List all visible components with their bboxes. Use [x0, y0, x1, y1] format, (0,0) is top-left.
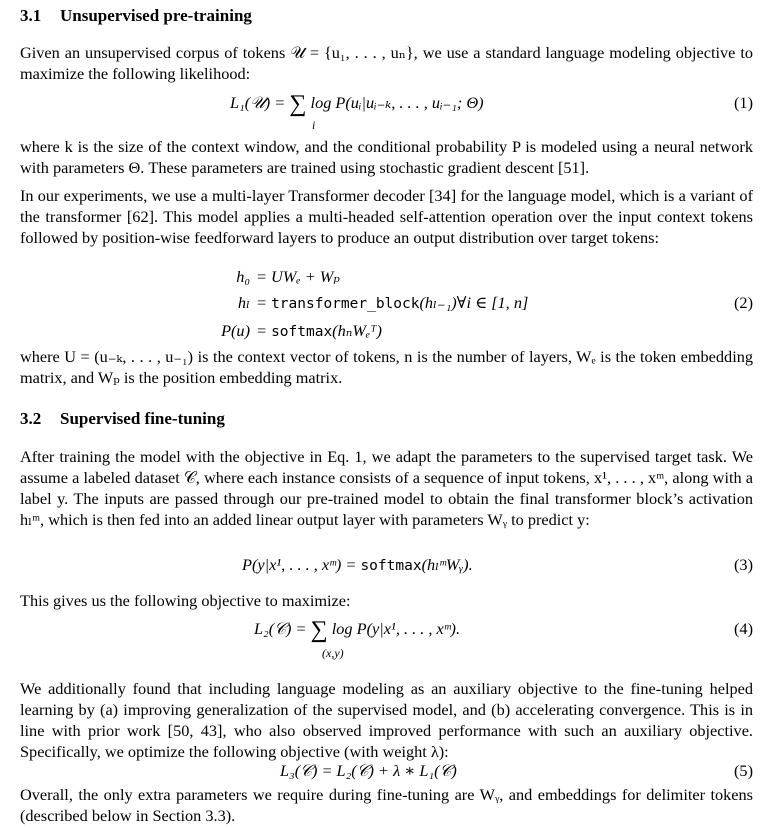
paragraph-transformer-decoder: In our experiments, we use a multi-layer Transformer decoder [34] for the language model, which is a variant of the transformer [62]. This model applies a multi-headed self-attention operation over the input context tokens followed by position-wise feedforward layers to produce an output distribution over target tokens: [20, 186, 753, 247]
equation-3 [20, 554, 753, 576]
equation-1 [20, 91, 753, 132]
eq2-h0: h₀ [236, 267, 250, 286]
eq1-lhs: L₁(𝒰) = [230, 93, 286, 112]
eq4-lhs: L₂(𝒞) = [254, 619, 307, 638]
eq2-line3-args: (hₙWₑᵀ) [332, 321, 382, 340]
eq2-equals-3: = [256, 321, 272, 340]
equation-number-5: (5) [734, 761, 753, 780]
eq3-rhs: (hₗᵐWᵧ). [421, 555, 473, 574]
section-title: Supervised fine-tuning [60, 409, 225, 428]
equation-5 [20, 760, 753, 782]
equation-number-3: (3) [734, 555, 753, 574]
summation-symbol: ∑ [310, 617, 328, 643]
equation-number-4: (4) [734, 619, 753, 638]
eq2-line1-rhs: = UWₑ + Wₚ [256, 267, 340, 286]
equation-2-line-3 [20, 320, 753, 342]
eq2-hl: hₗ [237, 293, 250, 312]
eq4-sum-index: (x,y) [322, 646, 344, 660]
section-title: Unsupervised pre-training [60, 6, 252, 25]
eq1-sum-index: i [312, 118, 316, 132]
paragraph-context-window: where k is the size of the context window, and the conditional probability P is modeled using a neural network with parameters Θ. These parameters are trained using stochastic gradient descent [51]. [20, 137, 753, 177]
eq1-rhs: log P(uᵢ|uᵢ₋ₖ, . . . , uᵢ₋₁; Θ) [310, 93, 484, 112]
equation-2-line-2 [20, 292, 753, 314]
paragraph-context-vector: where U = (u₋ₖ, . . . , u₋₁) is the context vector of tokens, n is the number of layers, Wₑ is the token embedding matrix, and Wₚ is the position embedding matrix. [20, 347, 753, 387]
eq2-softmax-fn: softmax [271, 324, 333, 340]
eq2-transformer-block-fn: transformer_block [271, 296, 420, 312]
section-number: 3.1 [20, 6, 42, 25]
section-number: 3.2 [20, 409, 42, 428]
eq2-pu: P(u) [221, 321, 250, 340]
section-heading-3-2 [20, 409, 225, 429]
eq5-body: L₃(𝒞) = L₂(𝒞) + λ ∗ L₁(𝒞) [280, 761, 457, 780]
section-heading-3-1 [20, 6, 252, 26]
eq2-line2-args: (hₗ₋₁)∀i ∈ [1, n] [419, 293, 529, 312]
equation-4 [20, 617, 753, 660]
equation-number-1: (1) [734, 93, 753, 112]
eq3-lhs: P(y|x¹, . . . , xᵐ) = [242, 555, 361, 574]
paragraph-fine-tuning: After training the model with the objective in Eq. 1, we adapt the parameters to the supervised target task. We assume a labeled dataset 𝒞, where each instance consists of a sequence of input tokens, x¹, . . . , xᵐ, along with a label y. The inputs are passed through our pre-trained model to obtain the final transformer block’s activation hₗᵐ, which is then fed into an added linear output layer with parameters Wᵧ to predict y: [20, 447, 753, 529]
paragraph-auxiliary-objective: We additionally found that including language modeling as an auxiliary objective to the fine-tuning helped learning by (a) improving generalization of the supervised model, and (b) accelerating convergence. This is in line with prior work [50, 43], who also observed improved performance with such an auxiliary objective. Specifically, we optimize the following objective (with weight λ): [20, 679, 753, 761]
eq3-softmax-fn: softmax [360, 558, 422, 574]
eq2-equals: = [256, 293, 272, 312]
paragraph-corpus: Given an unsupervised corpus of tokens 𝒰 = {u₁, . . . , uₙ}, we use a standard language modeling objective to maximize the following likelihood: [20, 43, 753, 83]
paragraph-objective: This gives us the following objective to maximize: [20, 591, 351, 610]
equation-number-2: (2) [734, 293, 753, 312]
paragraph-extra-parameters: Overall, the only extra parameters we require during fine-tuning are Wᵧ, and embeddings for delimiter tokens (described below in Section 3.3). [20, 785, 753, 825]
summation-symbol: ∑ [289, 91, 307, 117]
eq4-rhs: log P(y|x¹, . . . , xᵐ). [331, 619, 461, 638]
equation-2-line-1 [20, 266, 753, 288]
